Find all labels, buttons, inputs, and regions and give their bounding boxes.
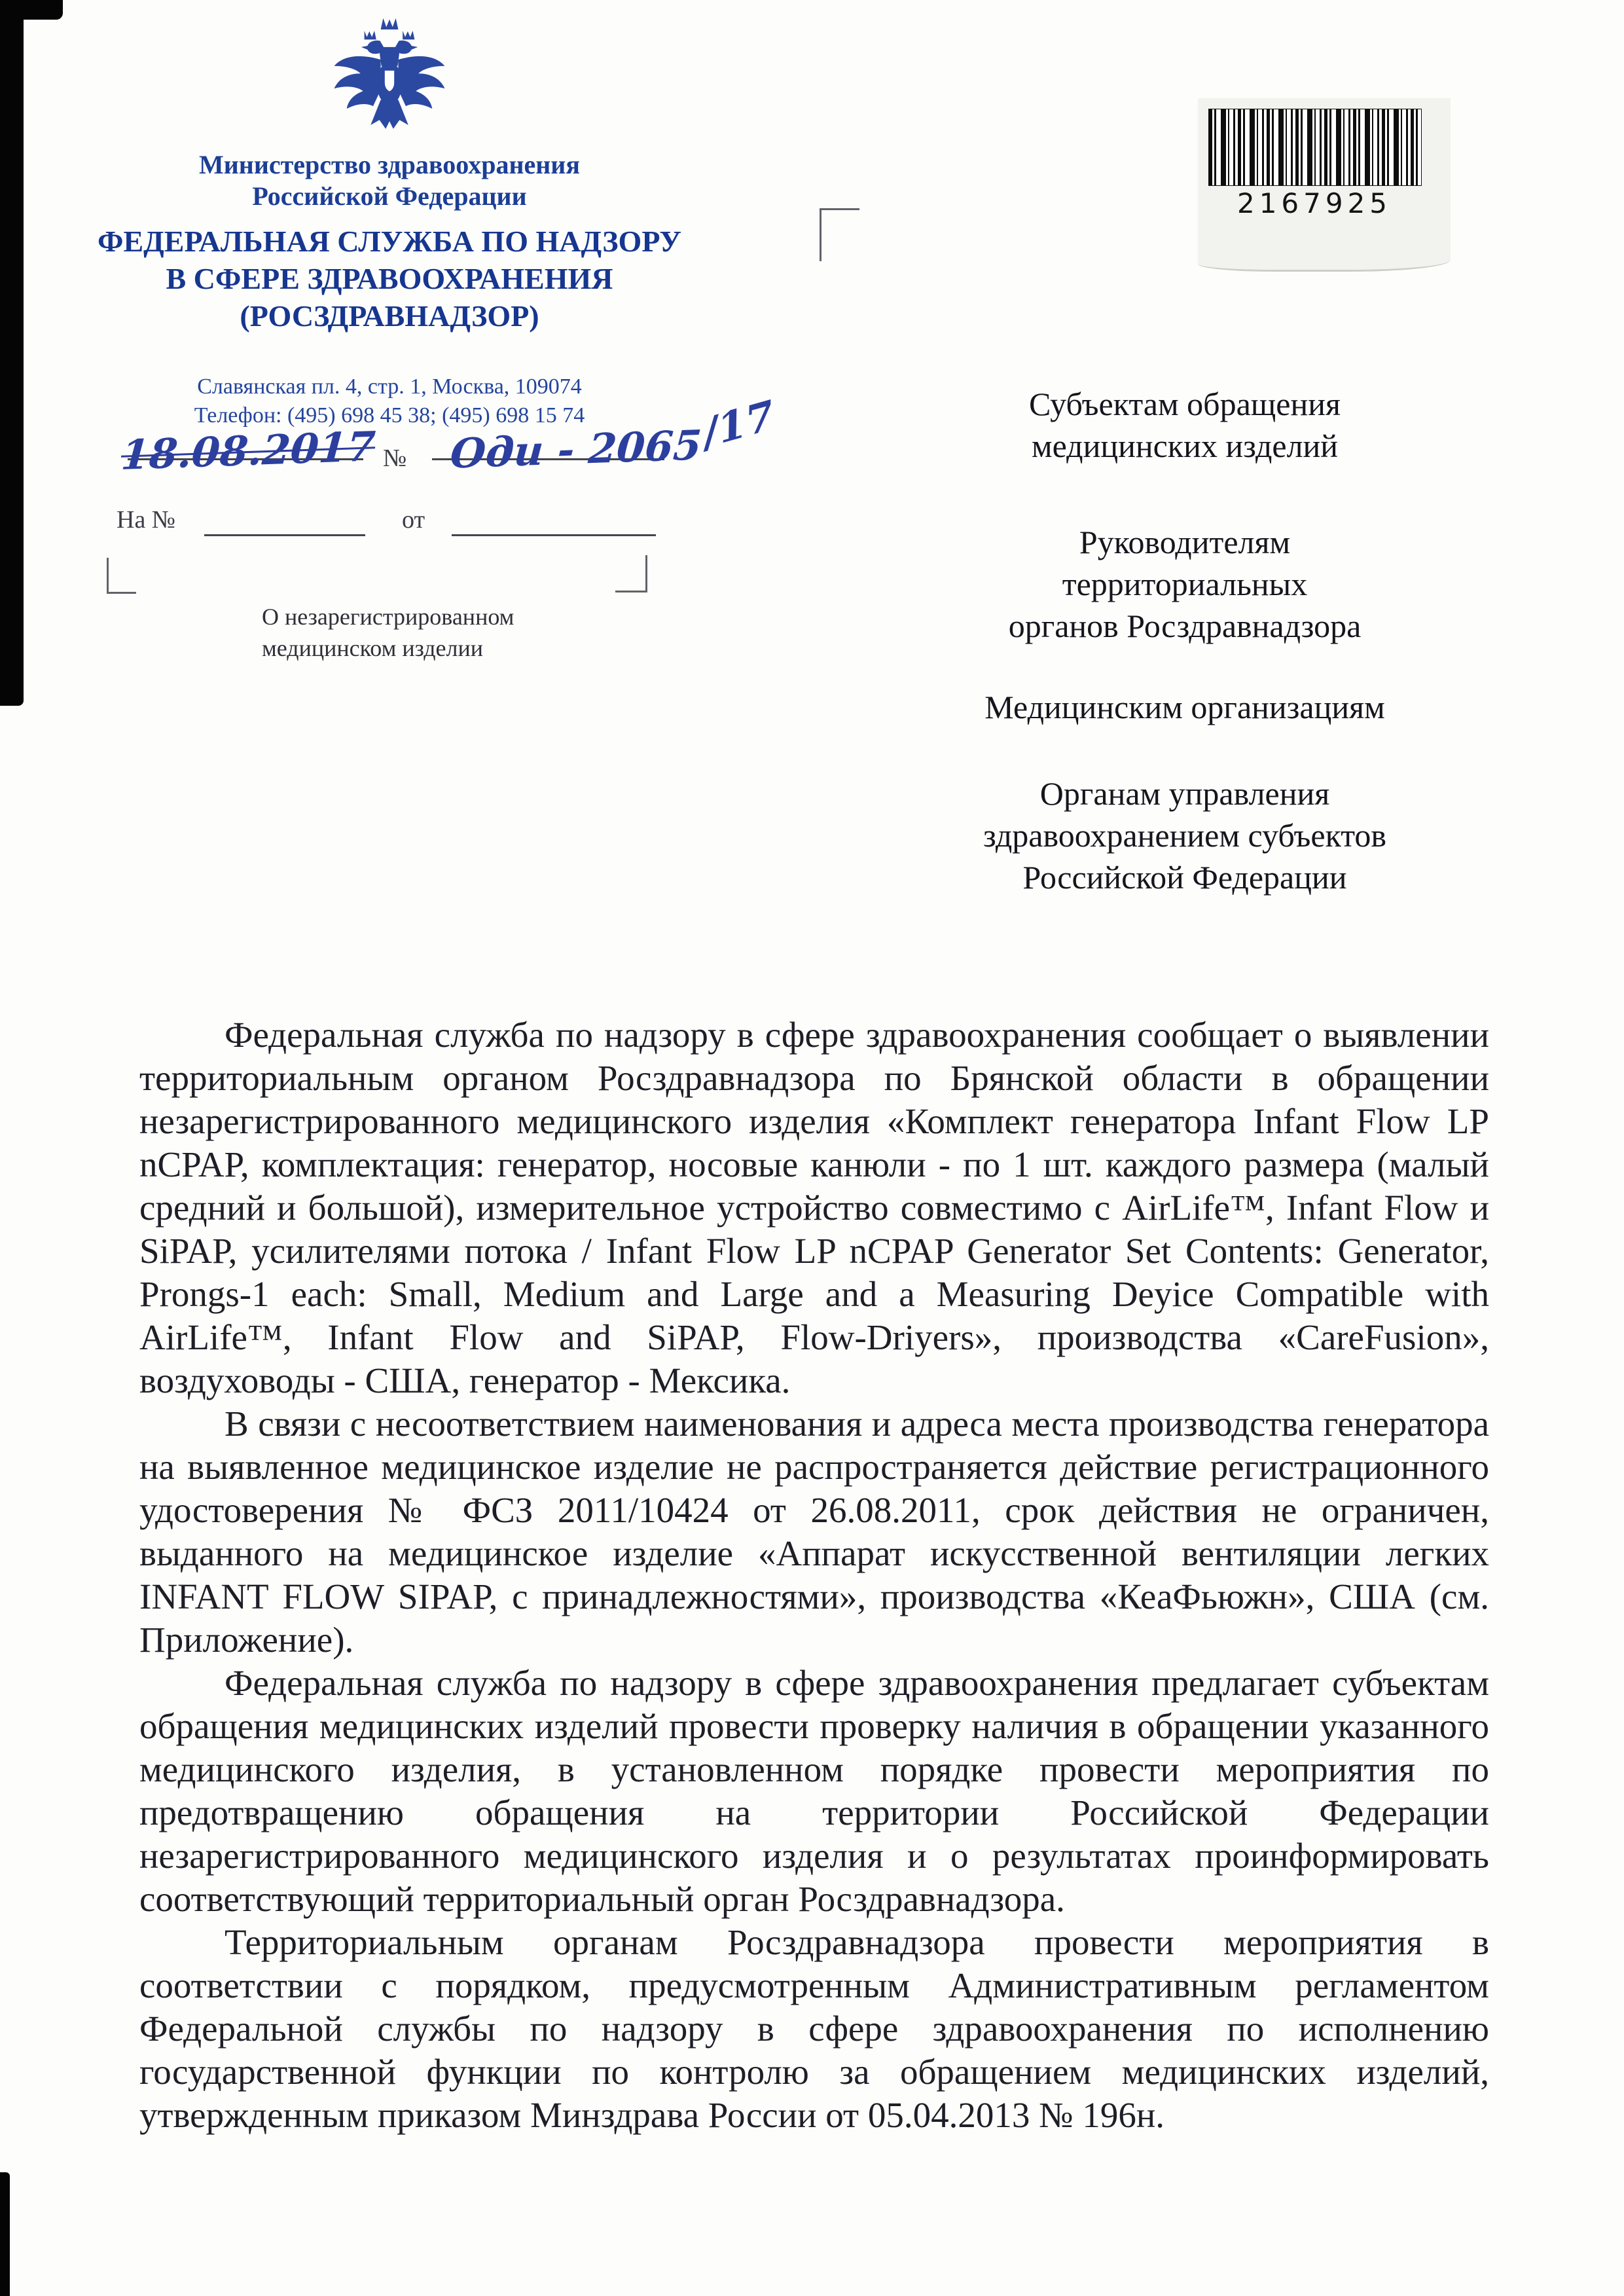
- scan-artifact-bottom-bar: [0, 2172, 10, 2296]
- handwritten-number-suffix: /17: [699, 391, 778, 457]
- addressee-line: органов Росздравнадзора: [1008, 608, 1362, 644]
- addressee-line: Российской Федерации: [1022, 859, 1347, 896]
- body-paragraph-3: Федеральная служба по надзору в сфере здравоохранения предлагает субъектам обращения медицинских изделий провести проверку наличия в обращении указанного медицинского изделия, в установленном порядке провести мероприятия по предотвращению обращения на территории Российской Федерации незарегистрированного медицинского изделия и о результатах проинформировать соответствующий территориальный орган Росздравнадзора.: [139, 1663, 1489, 1919]
- addressee-line: Субъектам обращения: [1029, 386, 1341, 422]
- addressee-territorial-heads: [936, 521, 1434, 647]
- addressee-line: территориальных: [1062, 566, 1308, 602]
- body-paragraph-2: В связи с несоответствием наименования и адреса места производства генератора на выявленное медицинское изделие не распространяется действие регистрационного удостоверения № ФСЗ 2011/10424 от 26.08.2011, срок действия не ограничен, выданного на медицинское изделие «Аппарат искусственной вентиляции легких INFANT FLOW SIPAP, с принадлежностями», производства «КеаФьюжн», США (см. Приложение).: [139, 1404, 1489, 1660]
- service-name-line3: (РОСЗДРАВНАДЗОР): [240, 299, 539, 333]
- handwritten-number-main: Оди - 2065: [448, 421, 704, 478]
- number-sign-label: №: [383, 445, 407, 472]
- ot-label: от: [402, 506, 425, 534]
- service-name-line2: В СФЕРЕ ЗДРАВООХРАНЕНИЯ: [166, 262, 613, 295]
- subject-line-1: О незарегистрированном: [262, 604, 514, 630]
- russia-coat-of-arms-icon: [327, 14, 452, 140]
- service-name-line1: ФЕДЕРАЛЬНАЯ СЛУЖБА ПО НАДЗОРУ: [97, 225, 682, 258]
- addressee-line: Органам управления: [1039, 775, 1330, 812]
- corner-mark-bottom-left: [107, 558, 136, 594]
- addressee-medical-organizations: [936, 686, 1434, 728]
- addressee-line: медицинских изделий: [1031, 428, 1339, 464]
- corner-mark-top-right: [820, 208, 859, 261]
- barcode-number: 2167925: [1236, 187, 1392, 219]
- subject-line-2: медицинском изделии: [262, 635, 484, 661]
- corner-mark-bottom-right: [615, 555, 647, 592]
- na-number-line: [204, 534, 365, 536]
- addressee-health-authorities: [936, 773, 1434, 898]
- addressee-line: здравоохранением субъектов: [983, 817, 1387, 854]
- addressee-line: Медицинским организациям: [984, 689, 1385, 725]
- barcode: [1208, 109, 1422, 186]
- addressee-line: Руководителям: [1079, 524, 1291, 560]
- ot-line: [452, 534, 656, 536]
- handwritten-date: 18.08.2017: [119, 422, 377, 479]
- body-paragraph-1: Федеральная служба по надзору в сфере здравоохранения сообщает о выявлении территориальным органом Росздравнадзора по Брянской области в обращении незарегистрированного медицинского изделия «Комплект генератора Infant Flow LP nCPAP, комплектация: генератор, носовые канюли - по 1 шт. каждого размера (малый средний и большой), измерительное устройство совместимо с AirLife™, Infant Flow и SiPAP, усилителями потока / Infant Flow LP nCPAP Generator Set Contents: Generator, Prongs-1 each: Small, Medium and Large and a Measuring Deyice Compatible with AirLife™, Infant Flow and SiPAP, Flow-Driyers», производства «CareFusion», воздуховоды - США, генератор - Мексика.: [139, 1015, 1489, 1400]
- body-paragraph-4: Территориальным органам Росздравнадзора провести мероприятия в соответствии с порядком, предусмотренным Административным регламентом Федеральной службы по надзору в сфере здравоохранения по исполнению государственной функции по контролю за обращением медицинских изделий, утвержденным приказом Минздрава России от 05.04.2013 № 196н.: [139, 1922, 1489, 2135]
- letterhead: [43, 14, 736, 430]
- addressee-subjects: [936, 383, 1434, 467]
- subject-line: [262, 601, 628, 664]
- ministry-name-line2: Российской Федерации: [252, 181, 527, 211]
- org-address: Славянская пл. 4, стр. 1, Москва, 109074: [197, 374, 582, 399]
- org-phone: Телефон: (495) 698 45 38; (495) 698 15 74: [194, 403, 585, 428]
- scan-artifact-left-bar: [0, 0, 24, 706]
- letter-body: [139, 1013, 1489, 2137]
- na-number-label: На №: [117, 506, 176, 534]
- ministry-name-line1: Министерство здравоохранения: [199, 150, 580, 179]
